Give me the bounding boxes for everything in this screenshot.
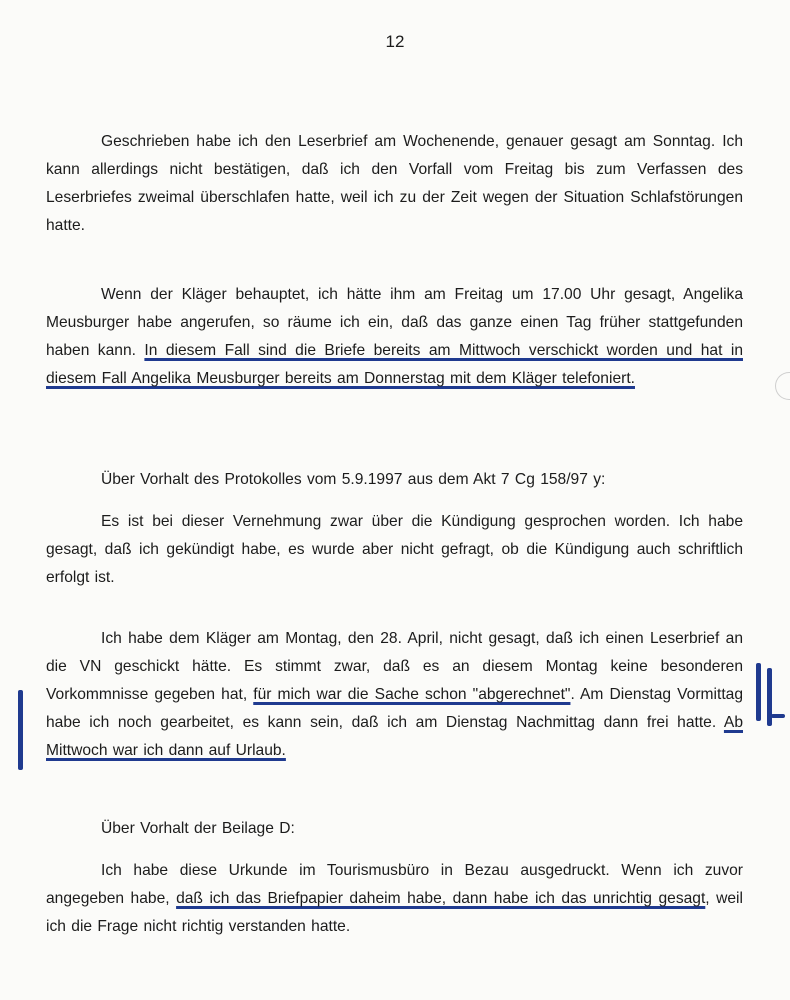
page-number: 12 [385,32,405,51]
paragraph-4 [46,508,743,592]
paragraph-6-text: Über Vorhalt der Beilage D: [101,820,295,837]
paragraph-2 [46,281,743,393]
paragraph-5-text: Ich habe dem Kläger am Montag, den 28. April, nicht gesagt, daß ich einen Leserbrief an die VN geschickt hätte. Es stimmt zwar, daß es an diesem Montag keine besonderen Vorkommnisse gegeben hat, [46,630,743,703]
punch-hole-mark [775,372,790,400]
paragraph-5-middle: . Am Dienstag Vormittag habe ich noch gearbeitet, es kann sein, daß ich am Dienstag Nachmittag dann frei hatte. [46,686,743,731]
margin-mark-right-1 [756,663,761,721]
paragraph-1 [46,128,743,240]
underlined-passage: Ab Mittwoch war ich dann auf Urlaub. [46,714,743,759]
margin-mark-left [18,690,23,770]
paragraph-7-tail: , weil ich die Frage nicht richtig verstanden hatte. [46,890,743,935]
margin-mark-right-tail [771,714,785,718]
paragraph-7 [46,857,743,941]
underlined-passage: für mich war die Sache schon "abgerechnet" [253,686,571,703]
paragraph-2-text: Wenn der Kläger behauptet, ich hätte ihm am Freitag um 17.00 Uhr gesagt, Angelika Meusburger habe angerufen, so räume ich ein, daß das ganze einen Tag früher stattgefunden haben kann. [46,286,743,359]
paragraph-1-text: Geschrieben habe ich den Leserbrief am Wochenende, genauer gesagt am Sonntag. Ich kann allerdings nicht bestätigen, daß ich den Vorfall vom Freitag bis zum Verfassen des Leserbriefes zweimal überschlafen hatte, weil ich zu der Zeit wegen der Situation Schlafstörungen hatte. [46,133,743,234]
underlined-passage: In diesem Fall sind die Briefe bereits am Mittwoch verschickt worden und hat in diesem Fall Angelika Meusburger bereits am Donnerstag mit dem Kläger telefoniert. [46,342,743,387]
paragraph-3-text: Über Vorhalt des Protokolles vom 5.9.1997 aus dem Akt 7 Cg 158/97 y: [101,471,606,488]
underlined-passage: daß ich das Briefpapier daheim habe, dann habe ich das unrichtig gesagt [176,890,706,907]
paragraph-6 [46,815,743,843]
paragraph-3 [46,466,743,494]
paragraph-7-text: Ich habe diese Urkunde im Tourismusbüro in Bezau ausgedruckt. Wenn ich zuvor angegeben habe, [46,862,743,907]
paragraph-4-text: Es ist bei dieser Vernehmung zwar über die Kündigung gesprochen worden. Ich habe gesagt, daß ich gekündigt habe, es wurde aber nicht gefragt, ob die Kündigung auch schriftlich erfolgt ist. [46,513,743,586]
paragraph-5 [46,625,743,765]
